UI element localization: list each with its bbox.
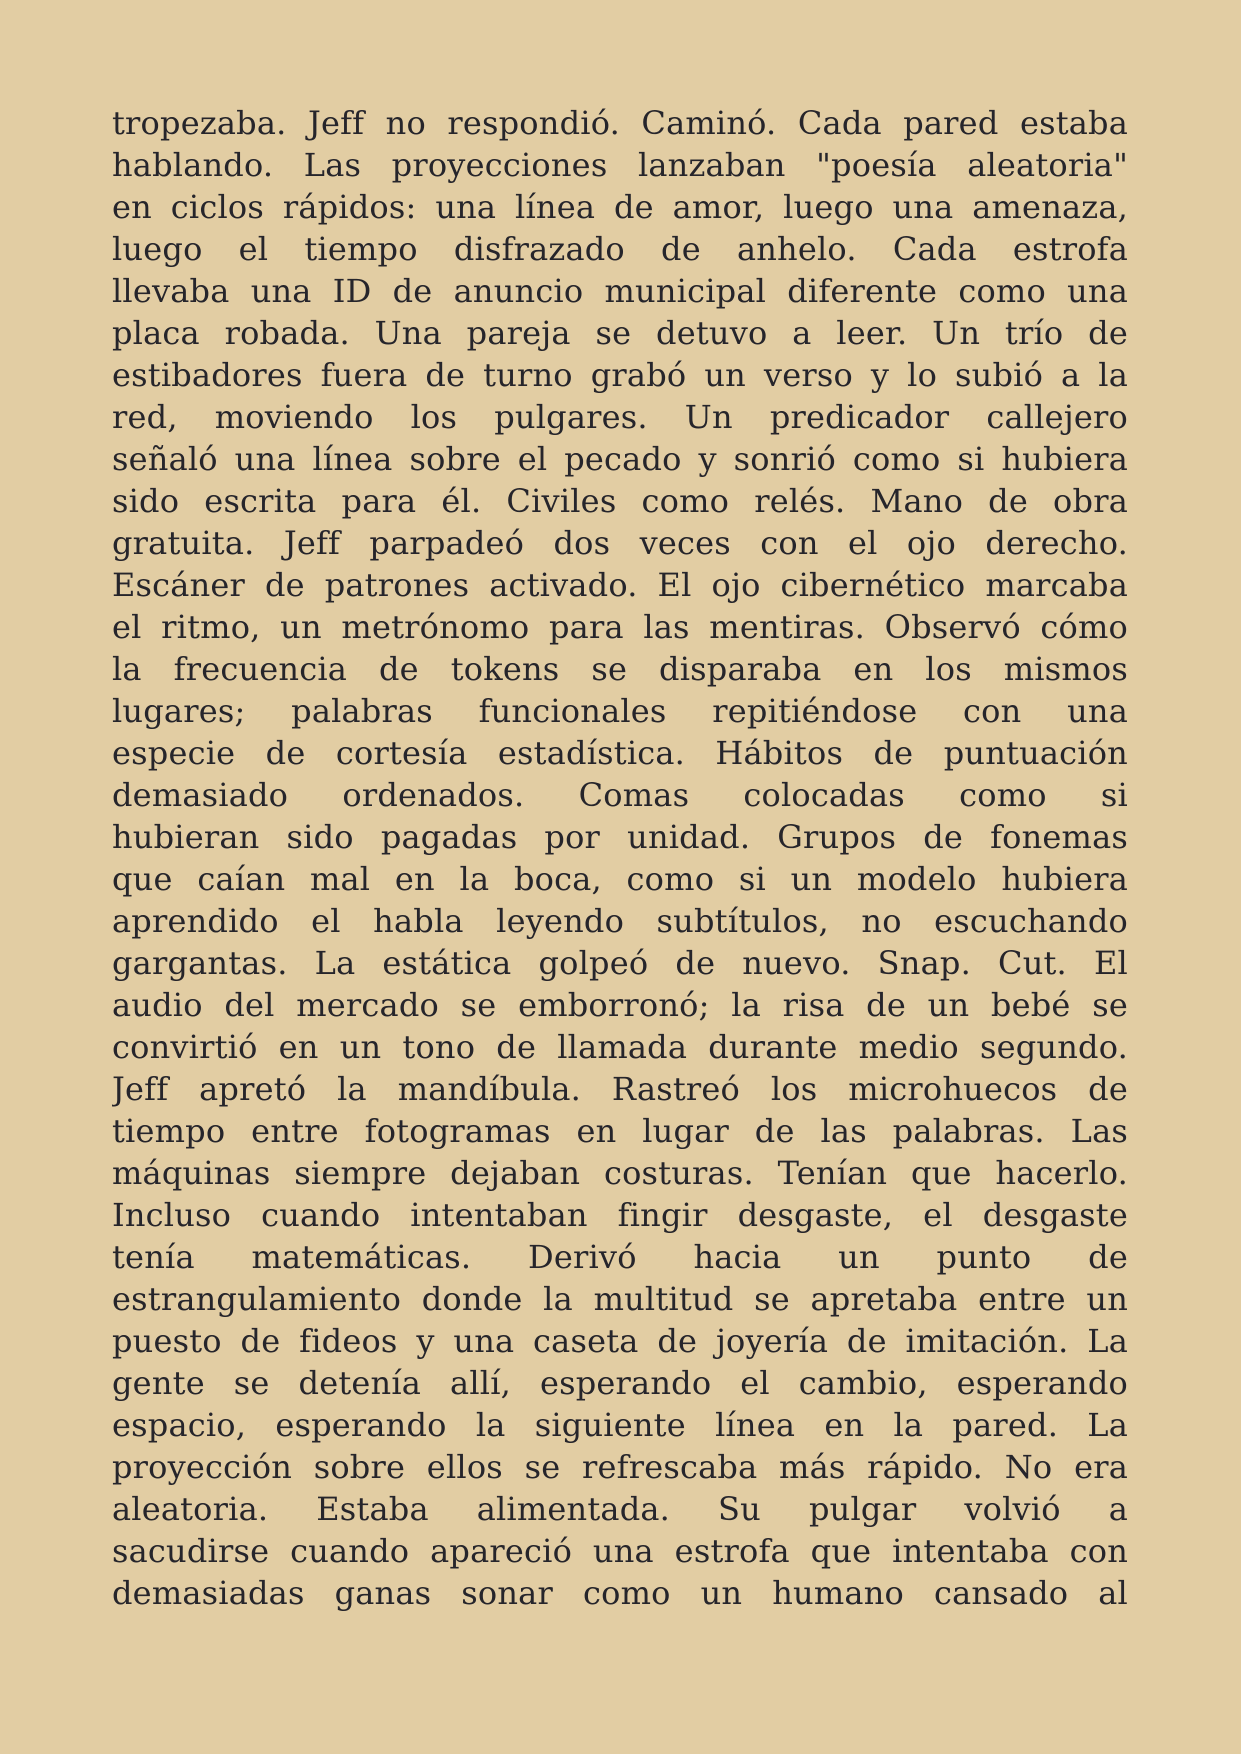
text-line: convirtió en un tono de llamada durante medio segundo. <box>112 1028 1128 1066</box>
text-line: estibadores fuera de turno grabó un verso y lo subió a la <box>112 356 1128 394</box>
text-line: sido escrita para él. Civiles como relés. Mano de obra <box>112 482 1128 520</box>
text-line: hablando. Las proyecciones lanzaban "poesía aleatoria" <box>112 146 1128 184</box>
text-line: que caían mal en la boca, como si un modelo hubiera <box>112 860 1128 898</box>
text-line: lugares; palabras funcionales repitiéndose con una <box>112 692 1128 730</box>
text-line: la frecuencia de tokens se disparaba en los mismos <box>112 650 1128 688</box>
text-line: gratuita. Jeff parpadeó dos veces con el ojo derecho. <box>112 524 1128 562</box>
text-line: audio del mercado se emborronó; la risa de un bebé se <box>112 986 1128 1024</box>
text-line: tenía matemáticas. Derivó hacia un punto de <box>112 1238 1128 1276</box>
text-line: proyección sobre ellos se refrescaba más rápido. No era <box>112 1448 1128 1486</box>
text-line: máquinas siempre dejaban costuras. Tenían que hacerlo. <box>112 1154 1128 1192</box>
text-line: Escáner de patrones activado. El ojo cibernético marcaba <box>112 566 1128 604</box>
text-line: en ciclos rápidos: una línea de amor, luego una amenaza, <box>112 188 1128 226</box>
text-line: señaló una línea sobre el pecado y sonrió como si hubiera <box>112 440 1128 478</box>
text-line: demasiado ordenados. Comas colocadas como si <box>112 776 1128 814</box>
text-line: tropezaba. Jeff no respondió. Caminó. Cada pared estaba <box>112 104 1128 142</box>
text-line: tiempo entre fotogramas en lugar de las palabras. Las <box>112 1112 1128 1150</box>
text-line: luego el tiempo disfrazado de anhelo. Cada estrofa <box>112 230 1128 268</box>
text-line: demasiadas ganas sonar como un humano cansado al <box>112 1574 1128 1612</box>
text-line: aprendido el habla leyendo subtítulos, no escuchando <box>112 902 1128 940</box>
text-line: red, moviendo los pulgares. Un predicador callejero <box>112 398 1128 436</box>
text-line: llevaba una ID de anuncio municipal diferente como una <box>112 272 1128 310</box>
text-line: gargantas. La estática golpeó de nuevo. Snap. Cut. El <box>112 944 1128 982</box>
page-text <box>112 102 1128 1614</box>
text-line: sacudirse cuando apareció una estrofa que intentaba con <box>112 1532 1128 1570</box>
text-line: Incluso cuando intentaban fingir desgaste, el desgaste <box>112 1196 1128 1234</box>
text-line: el ritmo, un metrónomo para las mentiras. Observó cómo <box>112 608 1128 646</box>
text-line: hubieran sido pagadas por unidad. Grupos de fonemas <box>112 818 1128 856</box>
text-line: gente se detenía allí, esperando el cambio, esperando <box>112 1364 1128 1402</box>
text-line: placa robada. Una pareja se detuvo a leer. Un trío de <box>112 314 1128 352</box>
text-line: espacio, esperando la siguiente línea en la pared. La <box>112 1406 1128 1444</box>
text-line: aleatoria. Estaba alimentada. Su pulgar volvió a <box>112 1490 1128 1528</box>
text-line: puesto de fideos y una caseta de joyería de imitación. La <box>112 1322 1128 1360</box>
text-line: Jeff apretó la mandíbula. Rastreó los microhuecos de <box>112 1070 1128 1108</box>
text-line: estrangulamiento donde la multitud se apretaba entre un <box>112 1280 1128 1318</box>
text-line: especie de cortesía estadística. Hábitos de puntuación <box>112 734 1128 772</box>
